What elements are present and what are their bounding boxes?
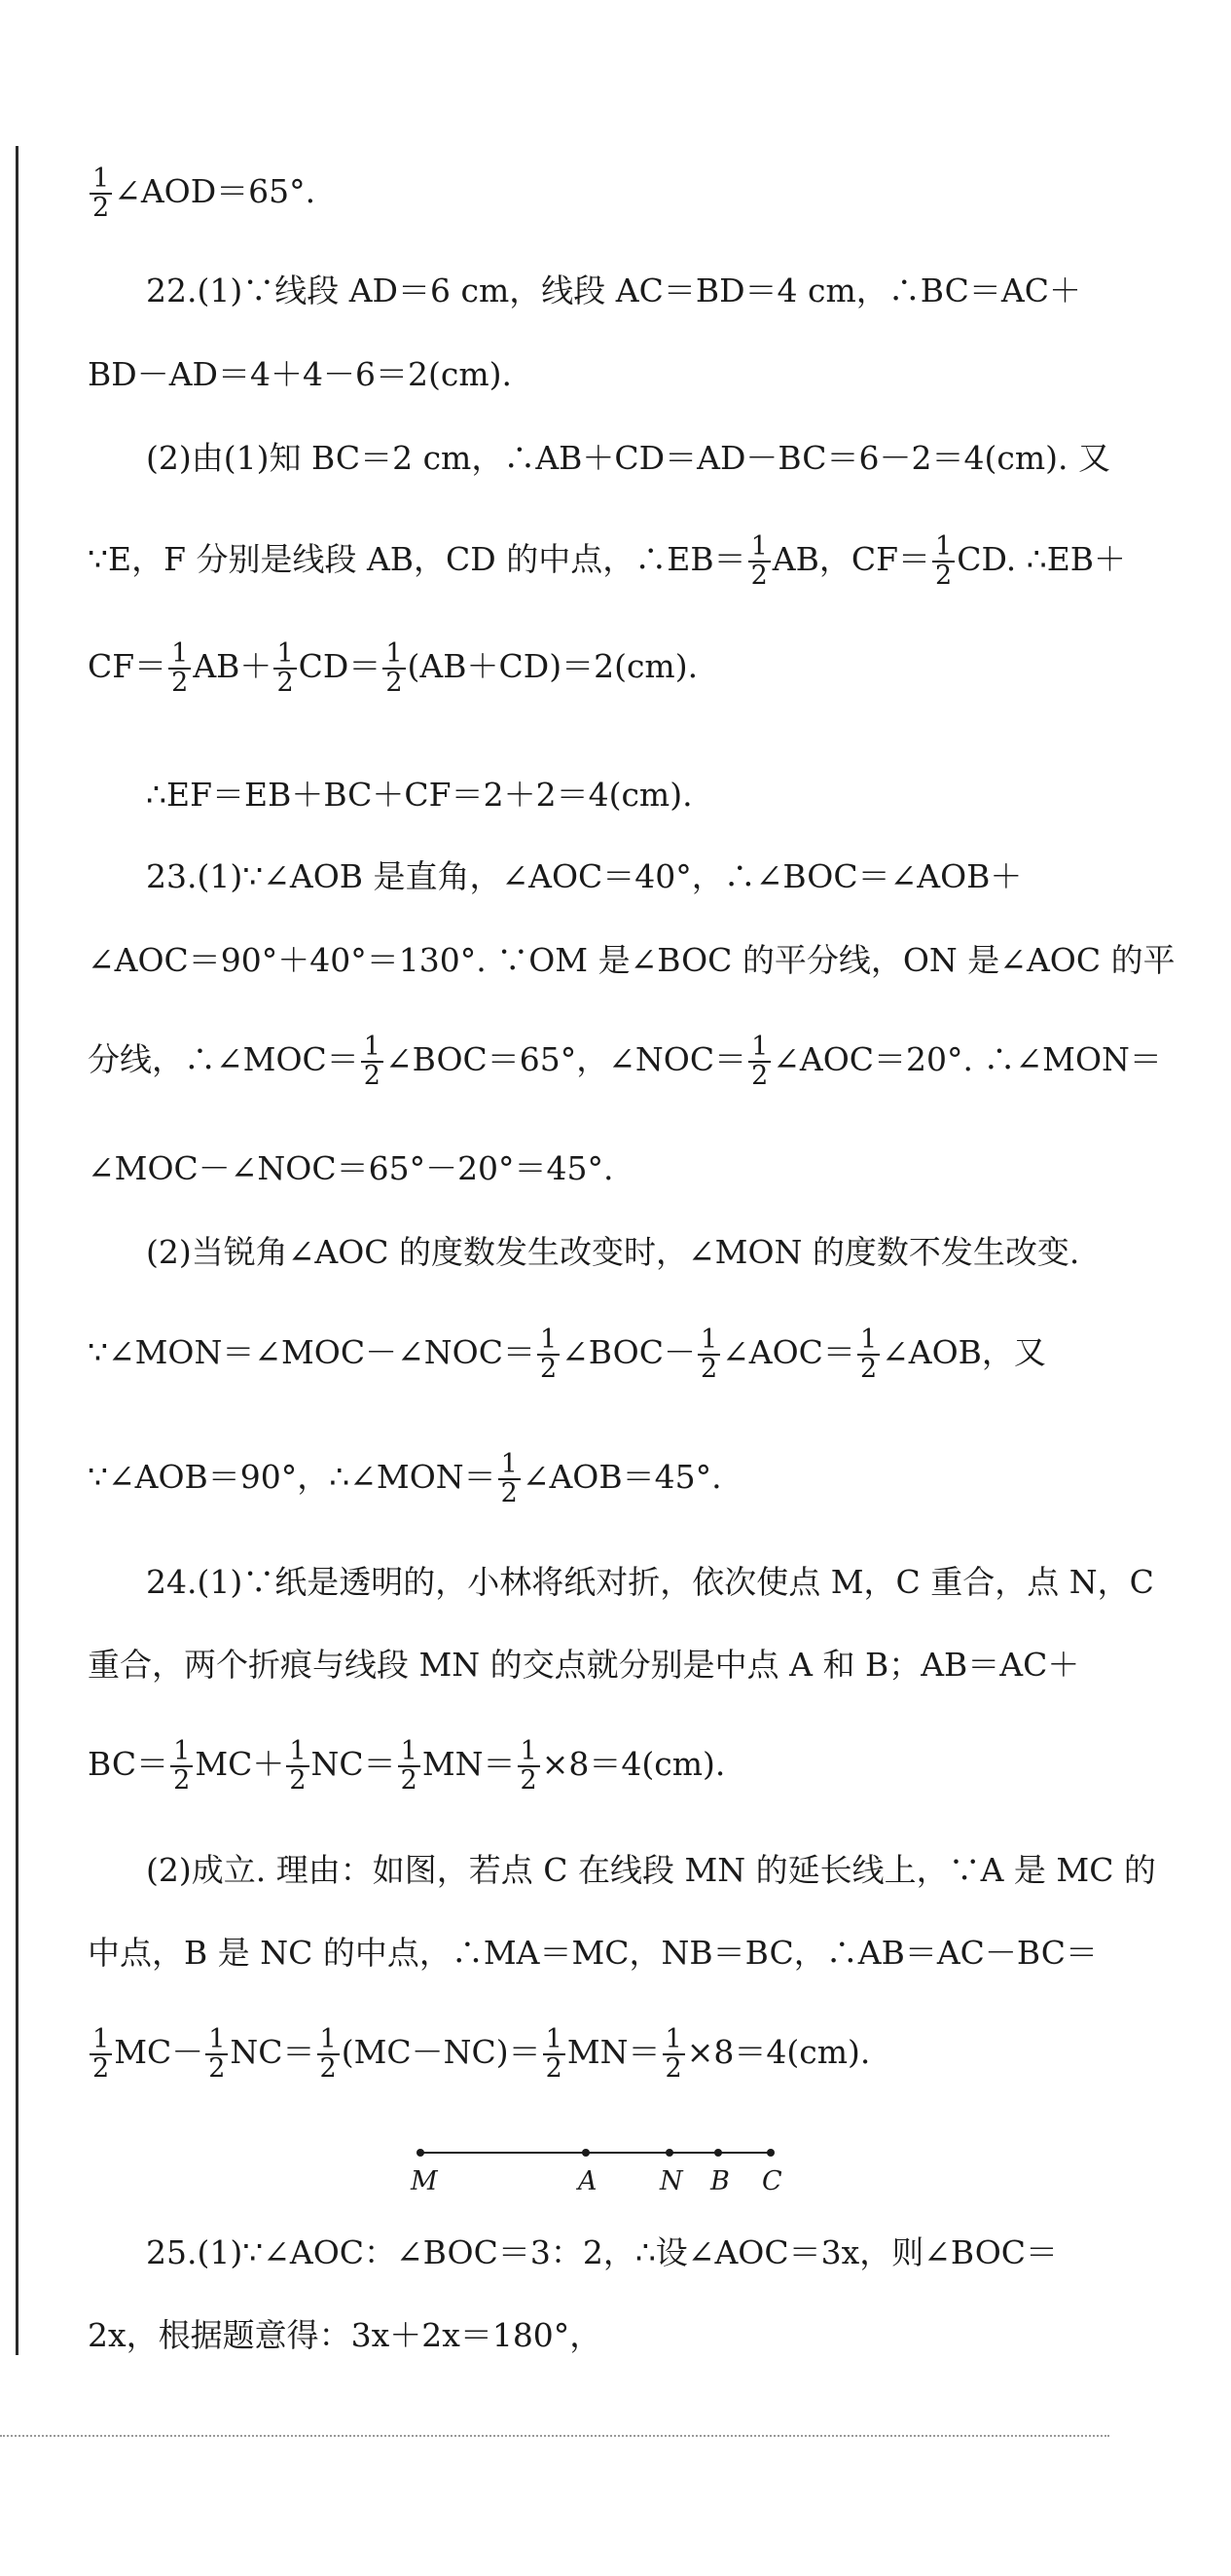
text-span: (AB＋CD)＝2(cm). xyxy=(407,647,699,685)
fraction: $\frac{1}{2}$ xyxy=(286,1738,308,1795)
text-span: (MC－NC)＝ xyxy=(341,2033,541,2071)
point-label-a: A xyxy=(578,2166,597,2196)
fraction: $\frac{1}{2}$ xyxy=(857,1326,880,1383)
fraction: $\frac{1}{2}$ xyxy=(537,1326,560,1383)
dotted-separator xyxy=(0,2435,1109,2437)
text-span: ∠AOC＝ xyxy=(722,1333,855,1371)
text-span: MC＋ xyxy=(195,1745,285,1783)
text-line xyxy=(88,2026,1119,2083)
fraction: $\frac{1}{2}$ xyxy=(698,1326,720,1383)
fraction: $\frac{1}{2}$ xyxy=(170,1738,193,1795)
point-label-b: B xyxy=(710,2166,730,2196)
text-line xyxy=(88,1326,1119,1383)
text-line: 2x，根据题意得：3x＋2x＝180°， xyxy=(88,2316,602,2354)
text-span: NC＝ xyxy=(310,1745,396,1783)
problem-23-1: 23.(1)∵∠AOB 是直角，∠AOC＝40°，∴∠BOC＝∠AOB＋ xyxy=(146,857,1023,895)
text-span: ∵∠MON＝∠MOC－∠NOC＝ xyxy=(88,1333,535,1371)
problem-25-1: 25.(1)∵∠AOC：∠BOC＝3：2，∴设∠AOC＝3x，则∠BOC＝ xyxy=(146,2233,1059,2271)
text-line xyxy=(88,165,1119,222)
text-line xyxy=(88,640,1119,697)
fraction: $\frac{1}{2}$ xyxy=(205,2026,228,2083)
text-span: ×8＝4(cm). xyxy=(686,2033,871,2071)
point-b xyxy=(714,2149,722,2157)
fraction: $\frac{1}{2}$ xyxy=(748,1034,771,1090)
text-span: ∵E，F 分别是线段 AB，CD 的中点，∴EB＝ xyxy=(88,540,746,578)
text-span: ∠BOC＝65°，∠NOC＝ xyxy=(384,1040,747,1078)
fraction: $\frac{1}{2}$ xyxy=(317,2026,340,2083)
text-line: ∴EF＝EB＋BC＋CF＝2＋2＝4(cm). xyxy=(146,776,693,814)
problem-23-2: (2)当锐角∠AOC 的度数发生改变时，∠MON 的度数不发生改变. xyxy=(146,1233,1080,1271)
text-span: NC＝ xyxy=(230,2033,315,2071)
text-span: ∠AOB，又 xyxy=(882,1333,1046,1371)
point-n xyxy=(666,2149,673,2157)
text-span: ×8＝4(cm). xyxy=(541,1745,726,1783)
page-margin-line xyxy=(16,146,18,2355)
text-span: ∠AOB＝45°. xyxy=(522,1458,722,1496)
problem-24-1: 24.(1)∵纸是透明的，小林将纸对折，依次使点 M，C 重合，点 N，C xyxy=(146,1563,1154,1601)
text-span: AB，CF＝ xyxy=(772,540,931,578)
text-span: ∠BOC－ xyxy=(561,1333,696,1371)
problem-22-1: 22.(1)∵线段 AD＝6 cm，线段 AC＝BD＝4 cm，∴BC＝AC＋ xyxy=(146,272,1081,309)
text-span: ∵∠AOB＝90°，∴∠MON＝ xyxy=(88,1458,496,1496)
text-line xyxy=(88,1738,1119,1795)
text-span: 分线，∴∠MOC＝ xyxy=(88,1040,359,1078)
problem-24-2: (2)成立. 理由：如图，若点 C 在线段 MN 的延长线上，∵A 是 MC 的 xyxy=(146,1851,1156,1889)
text-span: CF＝ xyxy=(88,647,167,685)
text-span: MC－ xyxy=(114,2033,204,2071)
point-label-m: M xyxy=(411,2166,438,2196)
fraction: $\frac{1}{2}$ xyxy=(748,533,771,590)
fraction: $\frac{1}{2}$ xyxy=(932,533,955,590)
point-label-c: C xyxy=(762,2166,782,2196)
text-line: ∠MOC－∠NOC＝65°－20°＝45°. xyxy=(88,1149,614,1187)
text-line: 中点，B 是 NC 的中点，∴MA＝MC，NB＝BC，∴AB＝AC－BC＝ xyxy=(88,1934,1099,1972)
point-label-n: N xyxy=(660,2166,683,2196)
fraction: $\frac{1}{2}$ xyxy=(518,1738,540,1795)
text-span: CD＝ xyxy=(298,647,381,685)
text-line: ∠AOC＝90°＋40°＝130°. ∵OM 是∠BOC 的平分线，ON 是∠AOC 的平 xyxy=(88,941,1176,979)
text-line: 重合，两个折痕与线段 MN 的交点就分别是中点 A 和 B；AB＝AC＋ xyxy=(88,1646,1080,1684)
text-span: MN＝ xyxy=(421,1745,516,1783)
fraction: $\frac{1}{2}$ xyxy=(543,2026,565,2083)
text-span: BC＝ xyxy=(88,1745,169,1783)
text-span: ∠AOC＝20°. ∴∠MON＝ xyxy=(773,1040,1162,1078)
text-line xyxy=(88,1032,1162,1091)
fraction: $\frac{1}{2}$ xyxy=(663,2026,685,2083)
problem-22-2: (2)由(1)知 BC＝2 cm，∴AB＋CD＝AD－BC＝6－2＝4(cm). 又 xyxy=(146,439,1111,477)
text-span: CD. ∴EB＋ xyxy=(957,540,1127,578)
fraction: $\frac{1}{2}$ xyxy=(90,165,112,222)
point-a xyxy=(582,2149,590,2157)
fraction: $\frac{1}{2}$ xyxy=(361,1034,383,1090)
fraction: $\frac{1}{2}$ xyxy=(168,640,191,697)
text-span: MN＝ xyxy=(566,2033,661,2071)
point-c xyxy=(767,2149,775,2157)
fraction: $\frac{1}{2}$ xyxy=(90,2026,112,2083)
segment-figure xyxy=(409,2141,798,2199)
point-m xyxy=(416,2149,424,2157)
text-span: ∠AOD＝65°. xyxy=(114,172,316,210)
fraction: $\frac{1}{2}$ xyxy=(498,1451,521,1507)
text-line xyxy=(88,1451,1119,1507)
fraction: $\frac{1}{2}$ xyxy=(398,1738,420,1795)
text-span: AB＋ xyxy=(193,647,272,685)
fraction: $\frac{1}{2}$ xyxy=(382,640,405,697)
fraction: $\frac{1}{2}$ xyxy=(273,640,296,697)
text-line: BD－AD＝4＋4－6＝2(cm). xyxy=(88,355,512,393)
text-line xyxy=(88,531,1127,591)
